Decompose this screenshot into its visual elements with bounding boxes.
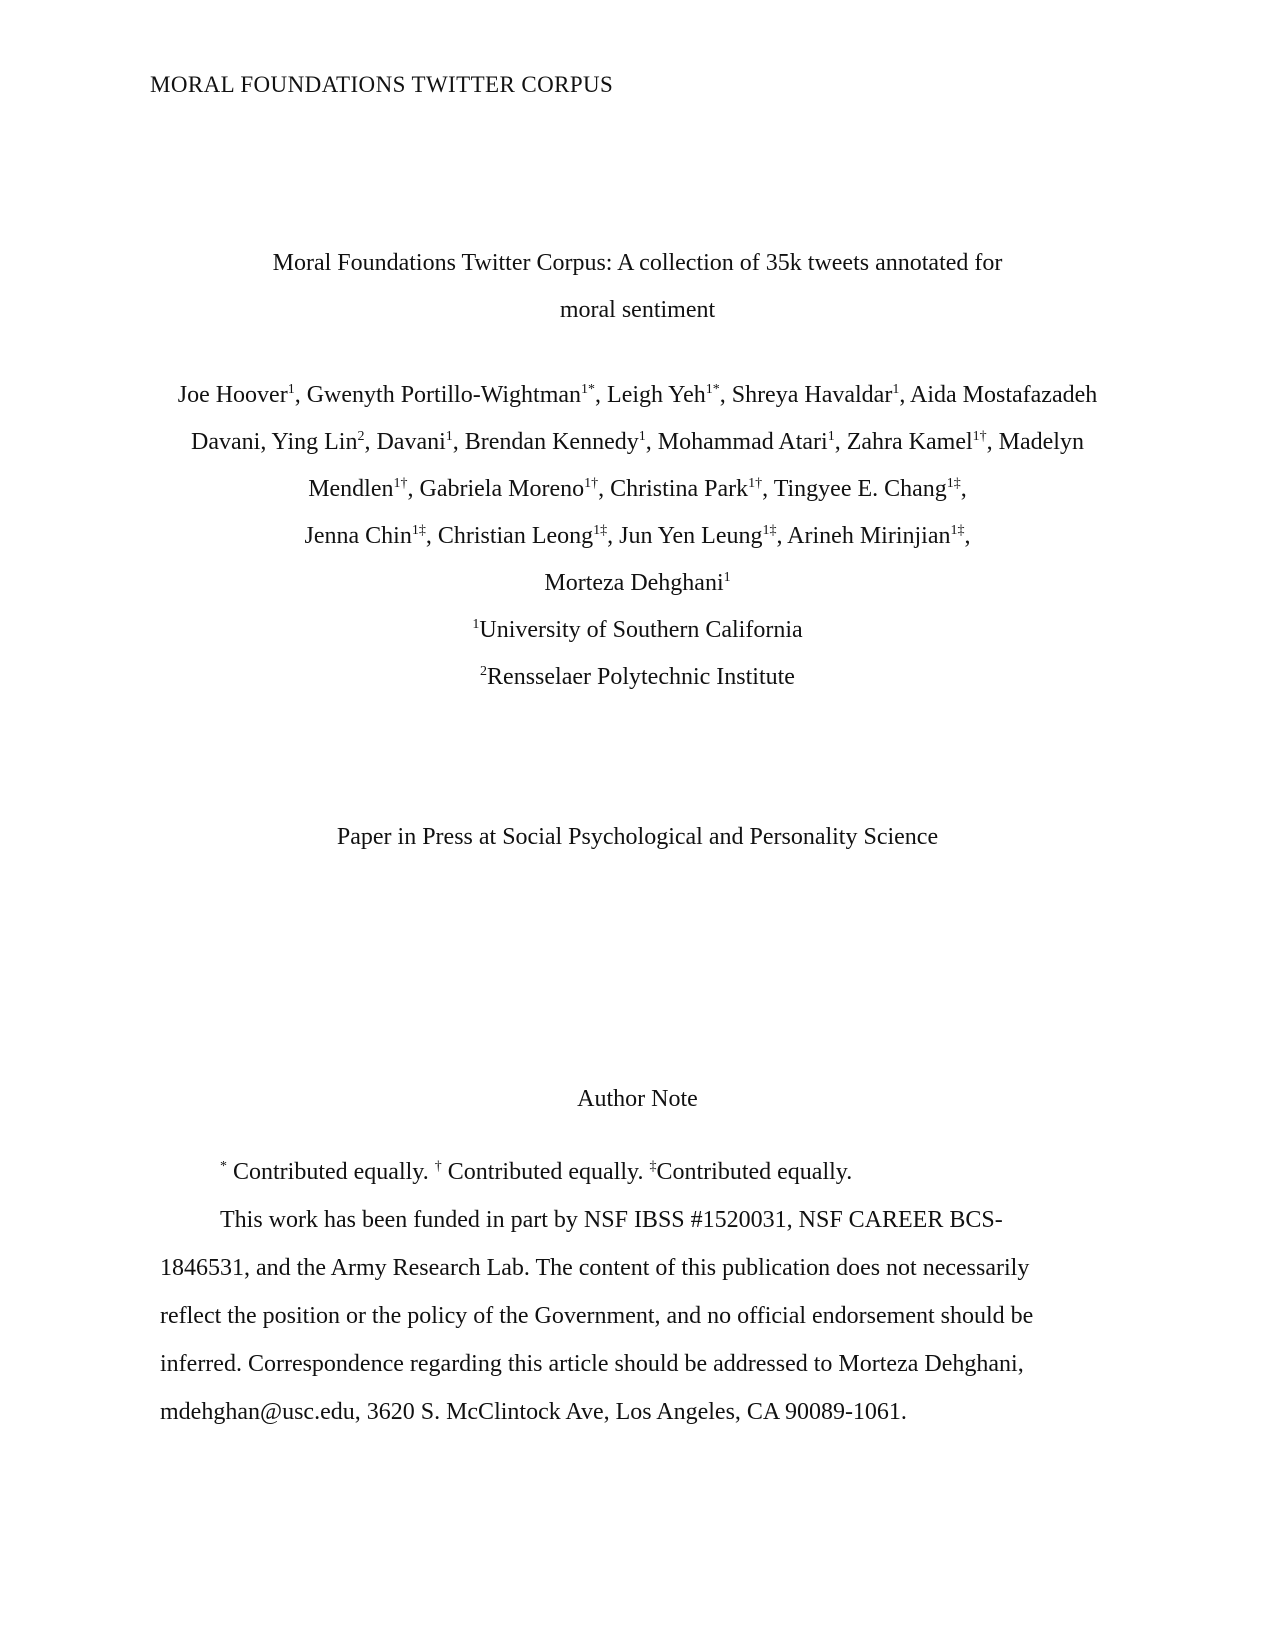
author <box>465 429 658 455</box>
press-note: Paper in Press at Social Psychological and Personality Science <box>336 824 939 850</box>
author <box>658 429 847 455</box>
author-affil-mark: 1‡ <box>950 523 965 538</box>
author-affil-mark: 1‡ <box>411 523 426 538</box>
author <box>607 382 732 408</box>
author-name: Joe Hoover <box>177 382 288 408</box>
author-note-body <box>160 1148 1060 1436</box>
author <box>774 476 967 502</box>
author <box>610 476 774 502</box>
author-separator: , <box>407 476 420 502</box>
author <box>544 570 730 596</box>
author-name: Christina Park <box>610 476 749 502</box>
author-name: Arineh Mirinjian <box>787 523 951 549</box>
affiliation-mark: 2 <box>480 664 488 679</box>
author-name: Jenna Chin <box>304 523 412 549</box>
author-name: Davani <box>376 429 446 455</box>
author-separator: , <box>645 429 658 455</box>
author-list <box>150 372 1125 607</box>
author-name: Gabriela Moreno <box>419 476 585 502</box>
author-separator: , <box>986 429 999 455</box>
author-name: Christian Leong <box>437 523 594 549</box>
contrib-text: Contributed equally. <box>227 1159 435 1185</box>
author-name: Brendan Kennedy <box>464 429 639 455</box>
author-affil-mark: 1† <box>584 476 599 491</box>
affiliation <box>150 607 1125 654</box>
author-separator: , <box>294 382 307 408</box>
title-line-1: Moral Foundations Twitter Corpus: A collection of 35k tweets annotated for <box>272 250 1003 276</box>
author <box>847 429 999 455</box>
author-separator: , <box>607 523 620 549</box>
title-line-2: moral sentiment <box>559 297 716 323</box>
affiliation <box>150 654 1125 701</box>
author-affil-mark: 1 <box>892 382 900 397</box>
author <box>305 523 438 549</box>
author-affil-mark: 1 <box>723 570 731 585</box>
author <box>787 523 970 549</box>
author-affil-mark: 1† <box>393 476 408 491</box>
funding-paragraph: This work has been funded in part by NSF IBSS #1520031, NSF CAREER BCS-1846531, and the Army Research Lab. The content of this publication does not necessarily reflect the position or the policy of the Government, and no official endorsement should be inferred. Correspondence regarding this article should be addressed to Morteza Dehghani, mdehghan@usc.edu, 3620 S. McClintock Ave, Los Angeles, CA 90089-1061. <box>160 1207 1034 1425</box>
author-affil-mark: 1 <box>827 429 835 444</box>
author-name: Gwenyth Portillo-Wightman <box>306 382 582 408</box>
author-affil-mark: 1‡ <box>593 523 608 538</box>
author-block <box>150 372 1125 701</box>
author-separator: , <box>964 523 971 549</box>
author-affil-mark: 1 <box>445 429 453 444</box>
author-name: Aida Mostafazadeh Davani, Ying Lin <box>191 382 1098 455</box>
author-name: Zahra Kamel <box>846 429 973 455</box>
author-note-heading: Author Note <box>577 1086 698 1112</box>
author-affil-mark: 1 <box>287 382 295 397</box>
author <box>438 523 619 549</box>
contrib-symbol: * <box>220 1159 227 1174</box>
author-affil-mark: 1* <box>581 382 596 397</box>
author-name: Shreya Havaldar <box>731 382 893 408</box>
running-head: MORAL FOUNDATIONS TWITTER CORPUS <box>150 72 614 97</box>
author-separator: , <box>719 382 732 408</box>
author-affil-mark: 1† <box>748 476 763 491</box>
contrib-text: Contributed equally. <box>656 1159 853 1185</box>
author-name: Morteza Dehghani <box>544 570 724 596</box>
author-separator: , <box>452 429 465 455</box>
author <box>619 523 787 549</box>
author <box>307 382 607 408</box>
author <box>376 429 464 455</box>
affiliation-name: Rensselaer Polytechnic Institute <box>487 664 795 690</box>
author-separator: , <box>595 382 608 408</box>
author <box>420 476 611 502</box>
contrib-symbol: ‡ <box>649 1159 657 1174</box>
author-affil-mark: 1* <box>705 382 720 397</box>
author-affil-mark: 1 <box>638 429 646 444</box>
author <box>178 382 307 408</box>
author-separator: , <box>899 382 910 408</box>
author-affil-mark: 1‡ <box>762 523 777 538</box>
author-name: Jun Yen Leung <box>619 523 763 549</box>
affiliation-mark: 1 <box>472 617 480 632</box>
author-affil-mark: 2 <box>357 429 365 444</box>
contribution-note <box>160 1148 1060 1196</box>
contrib-text: Contributed equally. <box>441 1159 650 1185</box>
author-name: Leigh Yeh <box>607 382 706 408</box>
author-separator: , <box>776 523 788 549</box>
author-separator: , <box>425 523 438 549</box>
author-separator: , <box>364 429 377 455</box>
author-affil-mark: 1‡ <box>946 476 961 491</box>
affiliation-name: University of Southern California <box>479 617 803 643</box>
author-name: Mohammad Atari <box>657 429 828 455</box>
contrib-symbol: † <box>434 1159 442 1174</box>
author-name: Tingyee E. Chang <box>773 476 947 502</box>
author-name: Madelyn Mendlen <box>308 429 1084 502</box>
author <box>732 382 910 408</box>
author-separator: , <box>598 476 611 502</box>
paper-title <box>150 240 1125 334</box>
author-affil-mark: 1† <box>972 429 987 444</box>
author-separator: , <box>834 429 847 455</box>
author-separator: , <box>762 476 774 502</box>
author-separator: , <box>960 476 967 502</box>
